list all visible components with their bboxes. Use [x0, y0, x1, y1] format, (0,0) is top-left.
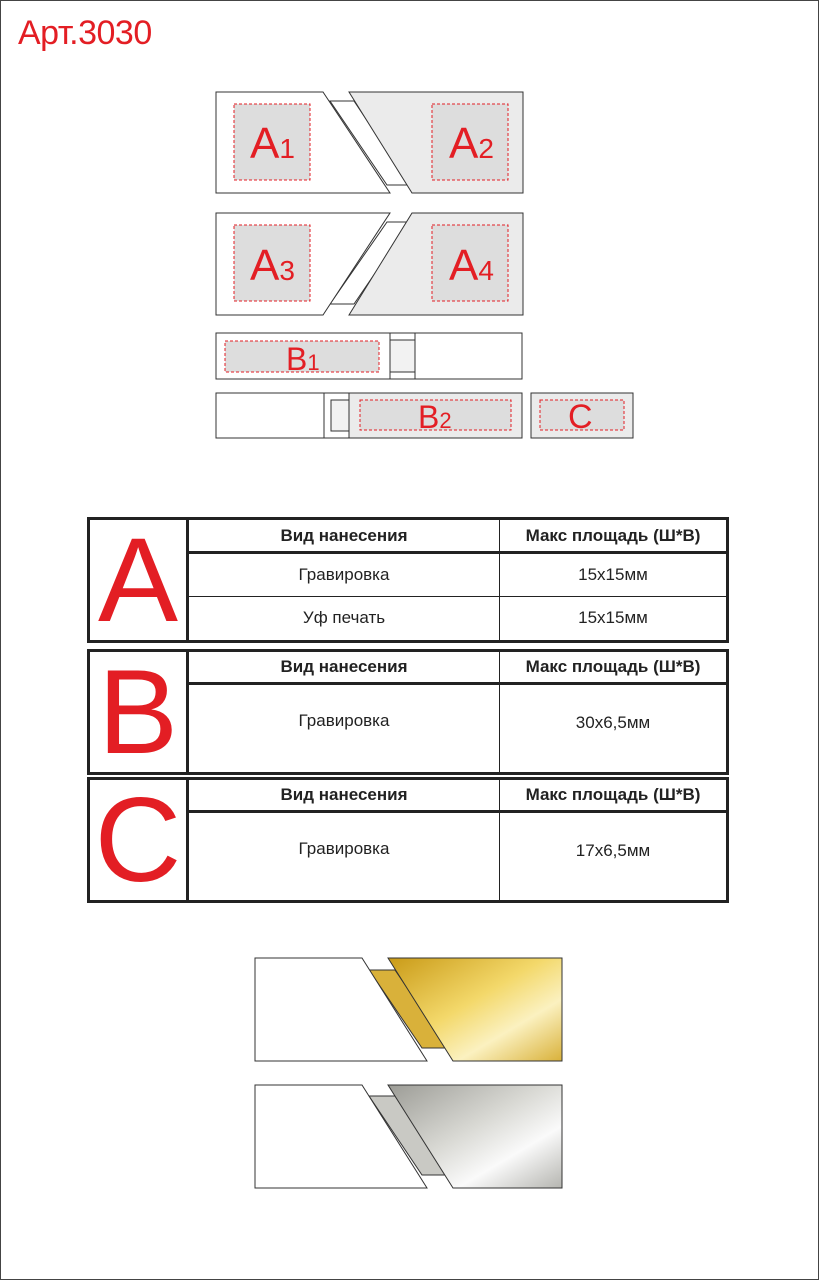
- spec-table-b: [87, 645, 729, 779]
- zone-a3-label: A3: [250, 241, 295, 290]
- cell-size: 17x6,5мм: [500, 812, 728, 902]
- cell-method: Гравировка: [188, 553, 500, 597]
- cell-size: 15x15мм: [500, 553, 728, 597]
- table-letter-c: C: [89, 779, 188, 902]
- zone-a1-label: A1: [250, 119, 295, 168]
- cell-method: Уф печать: [188, 596, 500, 641]
- spec-table-a: [87, 513, 729, 647]
- usb-side-b1: [216, 333, 522, 379]
- cell-size: 30x6,5мм: [500, 684, 728, 774]
- zone-a4-label: A4: [449, 241, 494, 290]
- table-letter-b: B: [89, 651, 188, 774]
- header-method: Вид нанесения: [188, 519, 500, 553]
- cell-method: Гравировка: [188, 684, 500, 774]
- header-method: Вид нанесения: [188, 651, 500, 684]
- table-letter-a: A: [89, 519, 188, 642]
- side-connector: [390, 340, 415, 372]
- zone-b1-label: B1: [286, 341, 320, 377]
- header-max-area: Макс площадь (Ш*В): [500, 519, 728, 553]
- side-cap: [216, 393, 324, 438]
- zone-a2-label: A2: [449, 119, 494, 168]
- header-method: Вид нанесения: [188, 779, 500, 812]
- header-max-area: Макс площадь (Ш*В): [500, 651, 728, 684]
- zone-c-label: C: [568, 398, 593, 436]
- cell-method: Гравировка: [188, 812, 500, 902]
- spec-table-c: [87, 773, 729, 907]
- zone-b2-label: B2: [418, 399, 452, 435]
- side-connector: [331, 400, 349, 431]
- article-title: Арт.3030: [18, 14, 152, 52]
- usb-silver-variant: [255, 1085, 562, 1188]
- header-max-area: Макс площадь (Ш*В): [500, 779, 728, 812]
- cell-size: 15x15мм: [500, 596, 728, 641]
- usb-gold-variant: [255, 958, 562, 1061]
